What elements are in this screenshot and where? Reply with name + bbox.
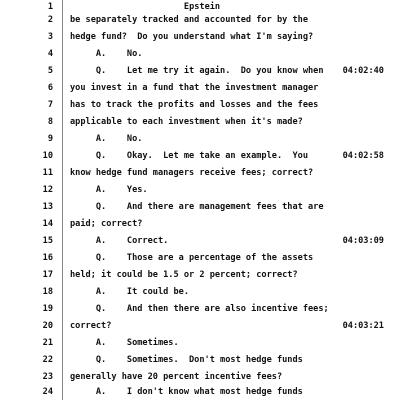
- line-text: Q. Those are a percentage of the assets: [70, 253, 314, 263]
- transcript-line: [0, 46, 400, 62]
- transcript-line: [0, 369, 400, 385]
- line-number: 2: [47, 15, 53, 25]
- line-number: 17: [42, 270, 53, 280]
- line-text: know hedge fund managers receive fees; correct?: [70, 168, 314, 178]
- transcript-line: [0, 131, 400, 147]
- line-number: 6: [47, 83, 53, 93]
- transcript-line: [0, 250, 400, 266]
- line-number: 8: [47, 117, 53, 127]
- line-number: 21: [42, 338, 53, 348]
- line-number: 11: [42, 168, 53, 178]
- line-text: Q. Okay. Let me take an example. You: [70, 151, 308, 161]
- transcript-line: [0, 148, 400, 164]
- transcript-line: [0, 199, 400, 215]
- line-number: 5: [47, 66, 53, 76]
- line-number: 7: [47, 100, 53, 110]
- timestamp: 04:03:09: [342, 236, 384, 246]
- line-text: hedge fund? Do you understand what I'm saying?: [70, 32, 314, 42]
- line-text: has to track the profits and losses and the fees: [70, 100, 319, 110]
- line-number: 19: [42, 304, 53, 314]
- transcript-line: [0, 233, 400, 249]
- line-text: A. Sometimes.: [70, 338, 179, 348]
- line-number: 18: [42, 287, 53, 297]
- transcript-line: [0, 63, 400, 79]
- transcript-line: [0, 384, 400, 400]
- line-text: be separately tracked and accounted for by the: [70, 15, 308, 25]
- transcript-line: [0, 284, 400, 300]
- line-number: 9: [47, 134, 53, 144]
- timestamp: 04:03:21: [342, 321, 384, 331]
- transcript-line: [0, 29, 400, 45]
- line-text: paid; correct?: [70, 219, 143, 229]
- transcript-line: [0, 97, 400, 113]
- line-number: 15: [42, 236, 53, 246]
- line-number: 12: [42, 185, 53, 195]
- line-number: 23: [42, 372, 53, 382]
- line-text: Q. And there are management fees that are: [70, 202, 324, 212]
- line-text: you invest in a fund that the investment manager: [70, 83, 319, 93]
- line-number: 22: [42, 355, 53, 365]
- transcript-line: [0, 318, 400, 334]
- line-number: 4: [47, 49, 53, 59]
- line-number: 14: [42, 219, 53, 229]
- line-number: 16: [42, 253, 53, 263]
- line-text: held; it could be 1.5 or 2 percent; correct?: [70, 270, 298, 280]
- transcript-line: [0, 114, 400, 130]
- line-text: A. No.: [70, 49, 143, 59]
- line-text: Q. Let me try it again. Do you know when: [70, 66, 324, 76]
- line-number: 10: [42, 151, 53, 161]
- line-text: applicable to each investment when it's made?: [70, 117, 303, 127]
- transcript-line: [0, 165, 400, 181]
- line-text: A. No.: [70, 134, 143, 144]
- transcript-line: [0, 80, 400, 96]
- line-text: generally have 20 percent incentive fees?: [70, 372, 283, 382]
- timestamp: 04:02:58: [342, 151, 384, 161]
- line-number: 24: [42, 387, 53, 397]
- transcript-line: [0, 335, 400, 351]
- line-text: A. I don't know what most hedge funds: [70, 387, 303, 397]
- line-text: Q. And then there are also incentive fees;: [70, 304, 329, 314]
- line-number: 13: [42, 202, 53, 212]
- transcript-line: [0, 12, 400, 28]
- line-text: Q. Sometimes. Don't most hedge funds: [70, 355, 303, 365]
- line-number: 20: [42, 321, 53, 331]
- line-text: A. It could be.: [70, 287, 189, 297]
- line-text: A. Yes.: [70, 185, 148, 195]
- transcript-line: [0, 301, 400, 317]
- transcript-line: [0, 267, 400, 283]
- page-header: Epstein: [183, 2, 221, 12]
- transcript-line: [0, 216, 400, 232]
- line-text: correct?: [70, 321, 112, 331]
- transcript-line: [0, 182, 400, 198]
- line-text: A. Correct.: [70, 236, 169, 246]
- line-number: 1: [47, 2, 53, 12]
- transcript-line: [0, 352, 400, 368]
- line-number: 3: [47, 32, 53, 42]
- timestamp: 04:02:40: [342, 66, 384, 76]
